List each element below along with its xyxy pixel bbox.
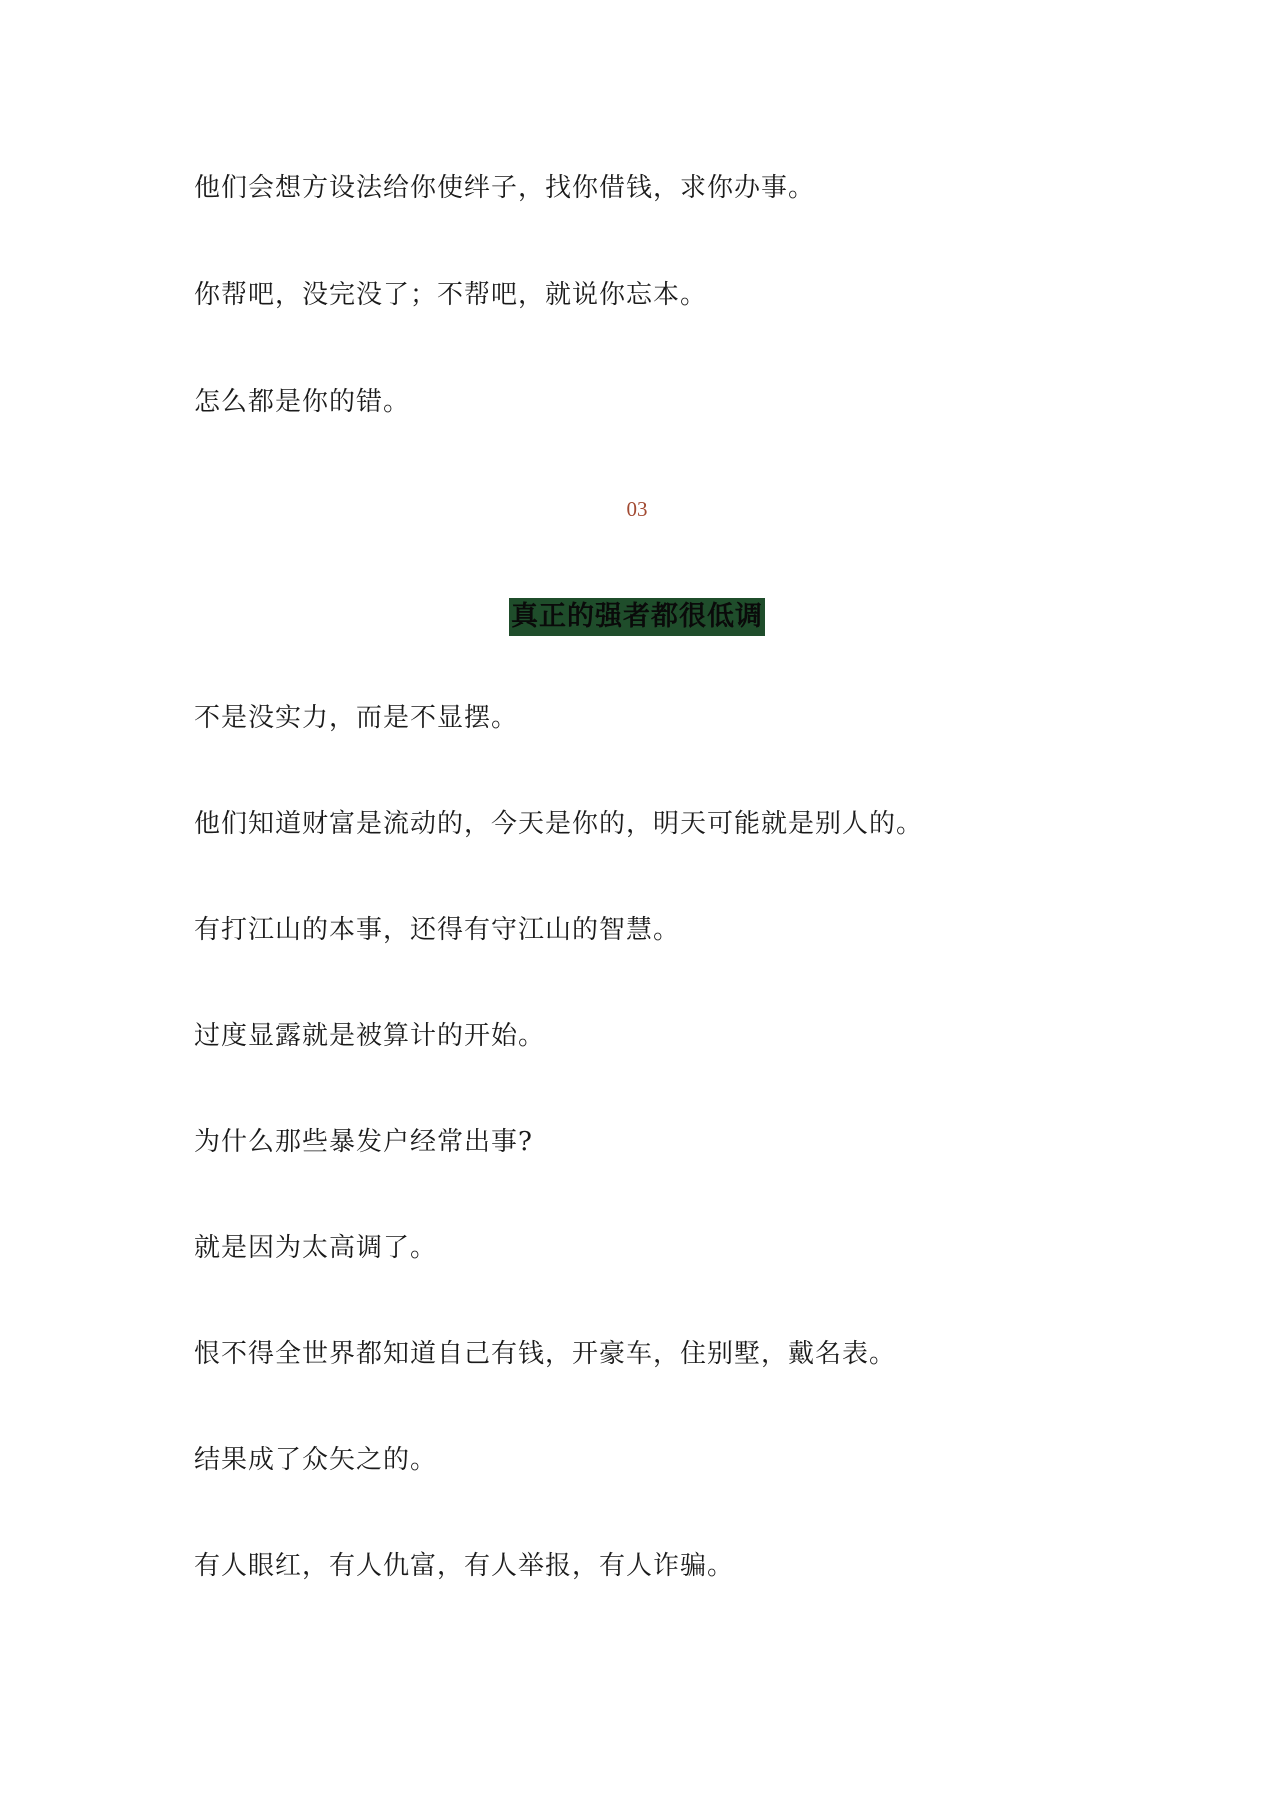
section-number: 03 — [626, 497, 648, 521]
paragraph: 怎么都是你的错。 — [194, 387, 411, 417]
paragraph: 恨不得全世界都知道自己有钱，开豪车，住别墅，戴名表。 — [194, 1339, 897, 1369]
paragraph: 为什么那些暴发户经常出事? — [194, 1127, 533, 1157]
paragraph: 就是因为太高调了。 — [194, 1233, 438, 1263]
paragraph: 他们知道财富是流动的，今天是你的，明天可能就是别人的。 — [194, 809, 924, 839]
section-heading-container — [0, 598, 1274, 636]
paragraph: 结果成了众矢之的。 — [194, 1445, 438, 1475]
paragraph: 你帮吧，没完没了；不帮吧，就说你忘本。 — [194, 280, 708, 310]
paragraph: 过度显露就是被算计的开始。 — [194, 1021, 546, 1051]
paragraph: 有人眼红，有人仇富，有人举报，有人诈骗。 — [194, 1551, 735, 1581]
paragraph: 有打江山的本事，还得有守江山的智慧。 — [194, 915, 681, 945]
section-heading: 真正的强者都很低调 — [509, 598, 765, 636]
paragraph: 不是没实力，而是不显摆。 — [194, 703, 519, 733]
paragraph: 他们会想方设法给你使绊子，找你借钱，求你办事。 — [194, 173, 816, 203]
